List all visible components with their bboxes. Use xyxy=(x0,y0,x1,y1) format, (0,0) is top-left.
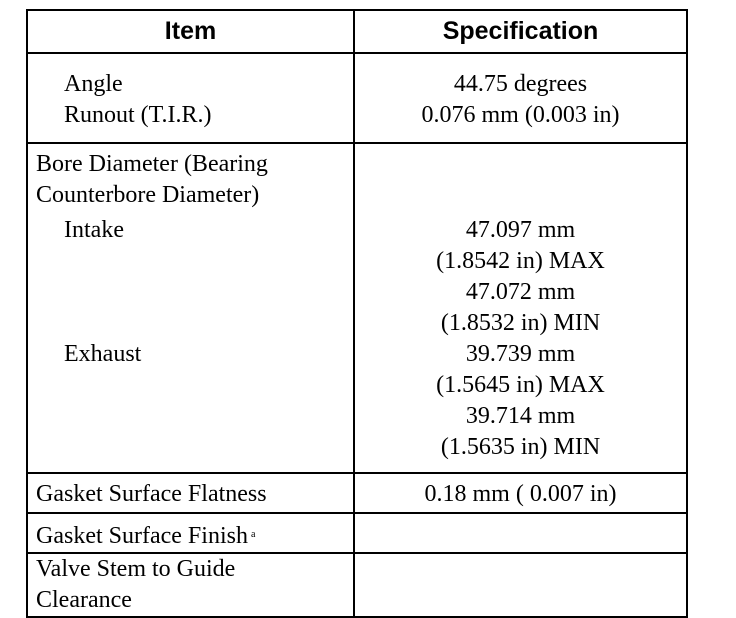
item-exhaust: Exhaust xyxy=(64,341,142,367)
spec-gasket-finish xyxy=(355,514,686,545)
item-gasket-finish-label: Gasket Surface Finish xyxy=(36,523,248,549)
item-gasket-finish xyxy=(28,519,353,550)
item-cell xyxy=(28,554,355,616)
spec-intake-min-in: (1.8532 in) MIN xyxy=(440,310,601,336)
specification-table xyxy=(26,9,688,618)
spec-cell xyxy=(355,554,686,616)
table-row xyxy=(28,514,686,554)
table-row xyxy=(28,474,686,514)
spec-intake-max-in: (1.8542 in) MAX xyxy=(436,248,605,274)
header-item: Item xyxy=(28,11,355,52)
item-intake: Intake xyxy=(64,217,124,243)
spec-cell xyxy=(355,474,686,512)
item-bore-line1: Bore Diameter (Bearing xyxy=(36,151,268,177)
header-specification: Specification xyxy=(442,17,599,45)
table-row xyxy=(28,54,686,144)
item-cell xyxy=(28,54,355,142)
table-row xyxy=(28,554,686,616)
table-row xyxy=(28,144,686,474)
spec-gasket-flatness: 0.18 mm ( 0.007 in) xyxy=(424,481,617,507)
spec-exhaust-max-mm: 39.739 mm xyxy=(465,341,576,367)
item-valve-line1: Valve Stem to Guide xyxy=(36,556,236,582)
spec-valve-clearance xyxy=(355,554,686,585)
item-valve-line2: Clearance xyxy=(36,587,132,613)
spec-intake-max-mm: 47.097 mm xyxy=(465,217,576,243)
item-cell xyxy=(28,144,355,472)
spec-exhaust-max-in: (1.5645 in) MAX xyxy=(436,372,605,398)
item-angle: Angle xyxy=(64,71,123,97)
item-gasket-flatness: Gasket Surface Flatness xyxy=(36,481,267,507)
spec-cell xyxy=(355,54,686,142)
item-cell xyxy=(28,474,355,512)
spec-intake-min-mm: 47.072 mm xyxy=(465,279,576,305)
item-cell xyxy=(28,514,355,552)
spec-angle: 44.75 degrees xyxy=(453,71,588,97)
spec-exhaust-min-in: (1.5635 in) MIN xyxy=(440,434,601,460)
spec-runout: 0.076 mm (0.003 in) xyxy=(421,102,620,128)
spec-cell xyxy=(355,144,686,472)
spec-exhaust-min-mm: 39.714 mm xyxy=(465,403,576,429)
item-runout: Runout (T.I.R.) xyxy=(64,102,212,128)
table-header xyxy=(28,11,686,54)
spec-cell xyxy=(355,514,686,552)
footnote-marker: a xyxy=(250,529,256,540)
item-bore-line2: Counterbore Diameter) xyxy=(36,182,260,208)
